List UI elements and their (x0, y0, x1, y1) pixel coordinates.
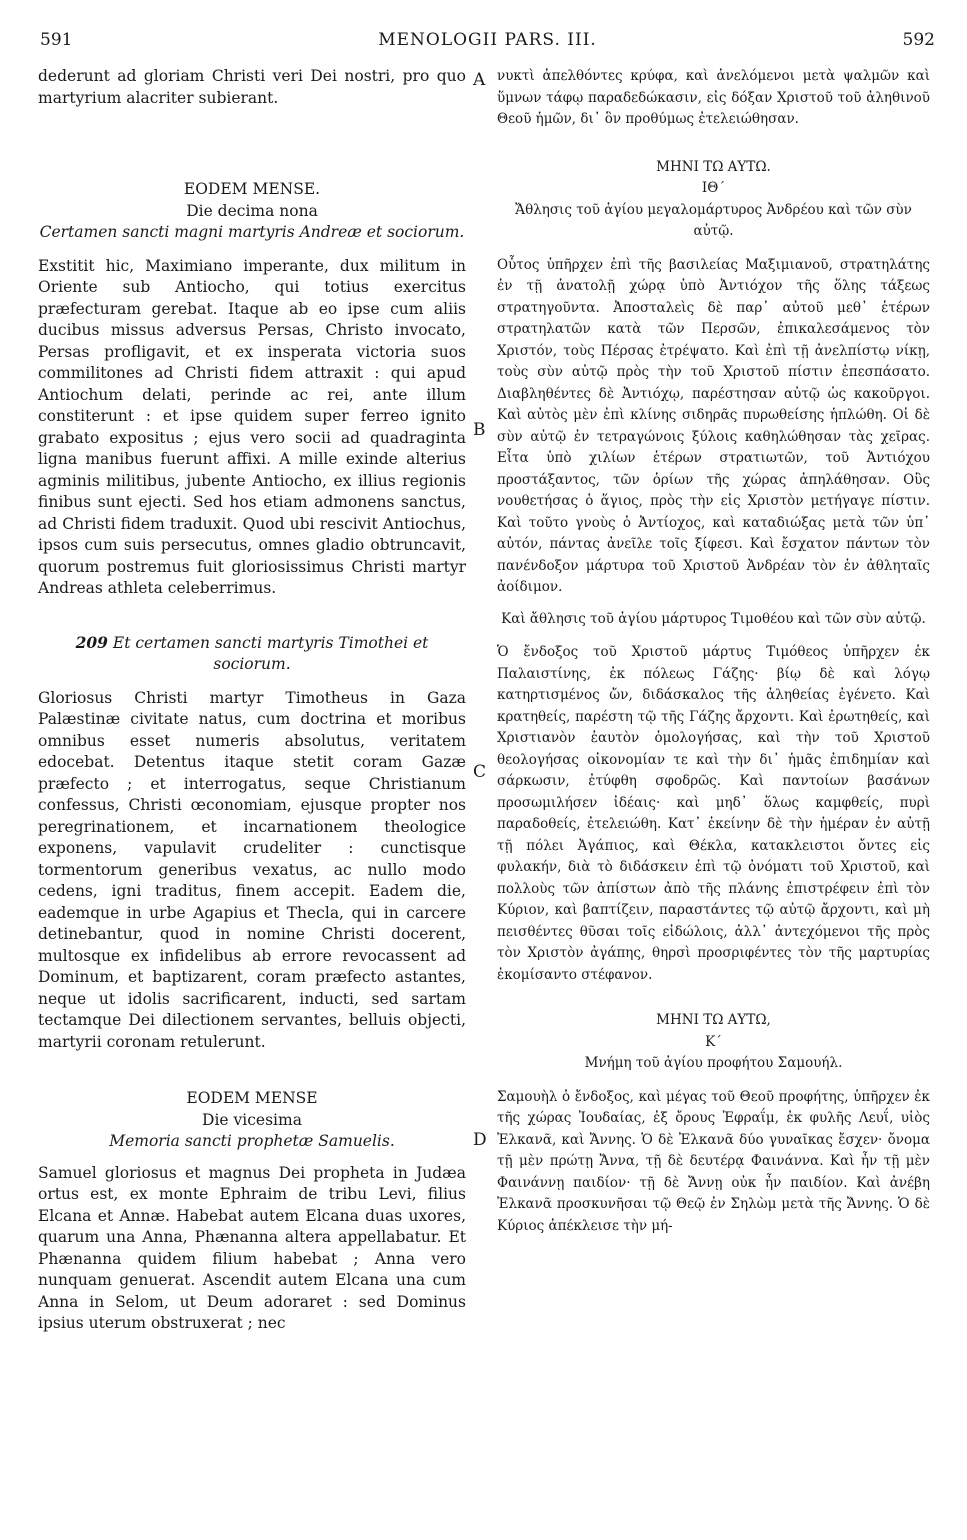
greek-s1-day: ΙΘ´ (701, 180, 726, 196)
page-number-left: 591 (40, 30, 73, 50)
latin-s2-number: 209 (75, 632, 108, 652)
margin-letter-a: A (473, 70, 486, 90)
greek-column (497, 66, 930, 1237)
latin-s2-body: Gloriosus Christi martyr Timotheus in Gaza Palæstinæ civitate natus, cum doctrina et moribus omnibus esset numeris absolutus, veritatem edocebat. Detentus itaque stetit coram Gazæ præfecto ; et interrogatus, seque Christianum confessus, Christi œconomiam, ejusque propter nos peregrinationem, et incarnationem theologice exponens, vapulavit crudeliter : cunctisque tormentorum generibus vexatus, ac nullo modo cedens, igni traditus, finem accepit. Eadem die, eademque in urbe Agapius et Thecla, qui in carcere detinebantur, quod in nomine Christi docerent, multosque ex infidelibus ab errore revocassent ad Dominum, et baptizarent, coram præfecto astantes, neque ut idolis sacrificarent, inducti, sed sartam tectamque Dei dilectionem servantes, belluis objecti, martyrii coronam retulerunt. (38, 688, 466, 1051)
greek-s2-title: Καὶ ἄθλησις τοῦ ἁγίου μάρτυρος Τιμοθέου καὶ τῶν σὺν αὐτῷ. (501, 610, 926, 627)
latin-s3-title: Memoria sancti prophetæ Samuelis. (109, 1132, 395, 1150)
page-number-right: 592 (902, 30, 935, 50)
latin-s3-heading: EODEM MENSE (186, 1089, 318, 1107)
greek-s3-body: Σαμουὴλ ὁ ἔνδοξος, καὶ μέγας τοῦ Θεοῦ προφήτης, ὑπῆρχεν ἐκ τῆς χώρας Ἰουδαίας, ἐξ ὄρους Ἐφραΐμ, ἐκ φυλῆς Λευΐ, υἱὸς Ἐλκανᾶ, καὶ Ἄννης. Ὁ δὲ Ἐλκανᾶ δύο γυναῖκας ἔσχεν· ὄνομα τῇ μὲν πρώτῃ Ἄννα, τῇ δὲ δευτέρᾳ Φαινάννα. Καὶ ἦν τῇ μὲν Φαινάννῃ παιδίον· τῇ δὲ Ἄννῃ οὐκ ἦν παιδίον. Καὶ ἀνέβη Ἐλκανᾶ προσκυνῆσαι τῷ Θεῷ ἐν Σηλὼμ μετὰ τῆς Ἄννης. Ὁ δὲ Κύριος ἀπέκλεισε τὴν μή- (497, 1088, 930, 1234)
greek-s1-title: Ἄθλησις τοῦ ἁγίου μεγαλομάρτυρος Ἀνδρέου καὶ τῶν σὺν αὐτῷ. (515, 201, 912, 239)
latin-s2-title-wrap (38, 632, 466, 676)
greek-s3-title: Μνήμη τοῦ ἁγίου προφήτου Σαμουήλ. (584, 1055, 843, 1071)
latin-s1-title: Certamen sancti magni martyris Andreæ et sociorum. (39, 223, 465, 241)
greek-s3-heading: ΜΗΝΙ ΤΩ ΑΥΤΩ, (656, 1012, 771, 1028)
greek-s3-day: Κ´ (705, 1033, 722, 1050)
margin-letter-d: D (473, 1130, 487, 1150)
latin-column (38, 66, 466, 1335)
latin-s1-heading: EODEM MENSE. (183, 180, 321, 198)
margin-letter-b: B (473, 420, 486, 440)
latin-s1-body: Exstitit hic, Maximiano imperante, dux militum in Oriente sub Antiocho, qui totius exercitus præfecturam gerebat. Itaque ab eo ipse cum aliis ducibus missus adversus Persas, Christo invocato, Persas profligavit, et ex insperata victoria suos commilitones ad Christi fidem attraxit : qui apud Antiochum delati, perinde ac rei, ante illum constiterunt : et ipse quidem super ferreo ignito grabato expositus ; ejus vero socii ad quadraginta ligna manibus fuerunt affixi. A mille exinde alterius agminis militibus, jubente Antiocho, ex illius regionis finibus sunt ejecti. Sed hos etiam admonens sanctus, ad Christi fidem traduxit. Quod ubi rescivit Antiochus, ipsos cum suis persecutus, omnes gladio obtruncavit, quorum postremus fuit gloriosissimus Christi martyr Andreas athleta celeberrimus. (38, 256, 466, 597)
running-title: MENOLOGII PARS. III. (378, 30, 597, 50)
latin-intro: dederunt ad gloriam Christi veri Dei nostri, pro quo martyrium alacriter subierant. (38, 67, 466, 107)
latin-s1-day: Die decima nona (186, 201, 318, 220)
latin-s3-body: Samuel gloriosus et magnus Dei propheta in Judæa ortus est, ex monte Ephraim de tribu Levi, filius Elcana et Annæ. Habebat autem Elcana duas uxores, quarum una Anna, Phænanna altera appellabatur. Et Phænanna quidem filium habebat ; Anna vero nunquam genuerat. Ascendit autem Elcana una cum Anna in Selom, ut Deum adoraret : sed Dominus ipsius uterum obstruxerat ; nec (38, 1163, 466, 1332)
latin-s3-day: Die vicesima (202, 1110, 302, 1129)
latin-s2-title: Et certamen sancti martyris Timothei et sociorum. (112, 633, 429, 673)
greek-intro: νυκτὶ ἀπελθόντες κρύφα, καὶ ἀνελόμενοι μετὰ ψαλμῶν καὶ ὕμνων τάφῳ παραδεδώκασιν, εἰς δόξαν Χριστοῦ τοῦ ἀληθινοῦ Θεοῦ ἡμῶν, δι᾿ ὃν προθύμως ἐτελειώθησαν. (497, 68, 930, 127)
page-header (40, 30, 935, 54)
greek-s1-body: Οὗτος ὑπῆρχεν ἐπὶ τῆς βασιλείας Μαξιμιανοῦ, στρατηλάτης ἐν τῇ ἀνατολῇ χώρᾳ ὑπὸ Ἀντιόχον τῆς ὅλης τάξεως στρατηγοῦντα. Ἀποσταλεὶς δὲ παρ᾿ αὐτοῦ μεθ᾿ ἑτέρων στρατηλατῶν κατὰ τῶν Περσῶν, ἐπικαλεσάμενος τὸν Χριστόν, τοὺς Πέρσας ἐτρέψατο. Καὶ ἐπὶ τῇ ἀνελπίστῳ νίκῃ, τοὺς σὺν αὐτῷ πρὸς τὴν τοῦ Χριστοῦ πίστιν ἐπεσπάσατο. Διαβληθέντες δὲ Ἀντιόχῳ, παρέστησαν αὐτῷ ὡς κακοῦργοι. Καὶ αὐτὸς μὲν ἐπὶ κλίνης σιδηρᾶς πυρωθείσης ἡπλώθη. Οἱ δὲ σὺν αὐτῷ ἐν τετραγώνοις ξύλοις καθηλώθησαν τὰς χεῖρας. Εἶτα ὑπὸ χιλίων ἑτέρων στρατιωτῶν, τοῦ Ἀντιόχου προστάξαντος, τῶν ὁρίων τῆς χώρας ἀπηλάθησαν. Οὓς νουθετήσας ὁ ἅγιος, πρὸς τὴν εἰς Χριστὸν μετήγαγε πίστιν. Καὶ τοῦτο γνοὺς ὁ Ἀντίοχος, καὶ καταδιώξας μετὰ τῶν ὑπ᾿ αὐτόν, πάντας ἀνεῖλε τοῖς ξίφεσι. Καὶ ἔσχατον πάντων τὸν πανένδοξον μάρτυρα τοῦ Χριστοῦ Ἀνδρέαν τὸν ἐν ἀθληταῖς ἀοίδιμον. (497, 256, 930, 595)
greek-s1-heading: ΜΗΝΙ ΤΩ ΑΥΤΩ. (656, 158, 771, 175)
greek-s2-body: Ὁ ἔνδοξος τοῦ Χριστοῦ μάρτυς Τιμόθεος ὑπῆρχεν ἐκ Παλαιστίνης, ἐκ πόλεως Γάζης· βίῳ δὲ καὶ λόγῳ κατηρτισμένος ὤν, διδάσκαλος τῆς ἀληθείας ἐγένετο. Καὶ κρατηθείς, παρέστη τῷ τῆς Γάζης ἄρχοντι. Καὶ ἐρωτηθείς, καὶ Χριστιανὸν ἑαυτὸν ὁμολογήσας, καὶ τὴν τοῦ Χριστοῦ θεολογήσας οἰκονομίαν τε καὶ τὴν δι᾿ ἡμᾶς ἐπιδημίαν καὶ σάρκωσιν, ἐτύφθη σφοδρῶς. Καὶ παντοίων βασάνων προσωμιλήσεν ἰδέαις· καὶ μηδ᾿ ὅλως καμφθείς, πυρὶ παραδοθείς, ἐτελειώθη. Κατ᾿ ἐκείνην δὲ τὴν ἡμέραν ἐν αὐτῇ τῇ πόλει Ἀγάπιος, καὶ Θέκλα, κατακλειστοι ὄντες εἰς φυλακήν, διὰ τὸ διδάσκειν ἐπὶ τῷ ὀνόματι τοῦ Χριστοῦ, καὶ πολλοὺς τῶν ἀπίστων ἀπὸ τῆς πλάνης ἐπιστρέφειν ἐπὶ τὸν Κύριον, καὶ βαπτίζειν, παραστάντες τῷ αὐτῷ ἄρχοντι, καὶ μὴ πεισθέντες θῦσαι τοῖς εἰδώλοις, ἀλλ᾿ ἀντεχόμενοι τῆς πρὸς τὸν Χριστὸν ἀγάπης, θηρσὶ προσριφέντες τὸν τῆς μαρτυρίας ἐκομίσαντο στέφανον. (497, 644, 930, 983)
margin-letter-c: C (473, 762, 487, 782)
